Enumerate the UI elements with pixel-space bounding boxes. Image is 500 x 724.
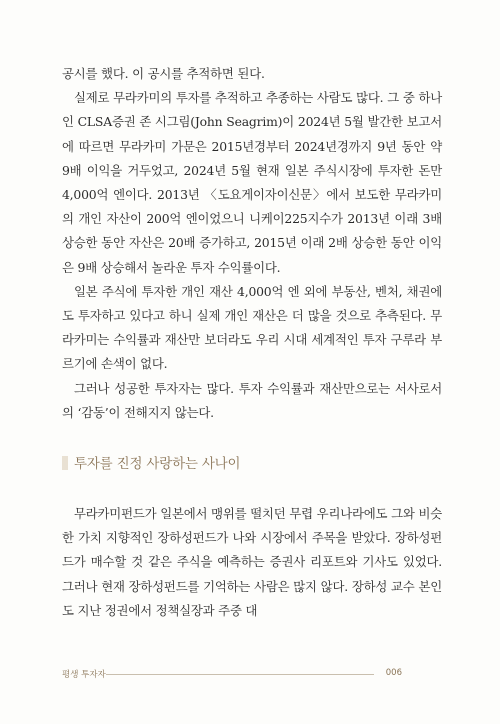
heading-bar-icon — [62, 456, 68, 470]
body-text — [62, 62, 442, 425]
section-heading-text: 투자를 진정 사랑하는 사나이 — [74, 456, 241, 472]
footer-book-title: 평생 투자자 — [62, 670, 106, 680]
page-footer — [62, 668, 402, 684]
paragraph: 공시를 했다. 이 공시를 추적하면 된다. — [62, 66, 265, 81]
page-number: 006 — [385, 668, 402, 678]
paragraph: 무라카미펀드가 일본에서 맹위를 떨치던 무렵 우리나라에도 그와 비슷한 가치 지향적인 장하성펀드가 나와 시장에서 주목을 받았다. 장하성펀드가 매수할 것 같은 주식을 예측하는 증권사 리포트와 기사도 있었다. 그러나 현재 장하성펀드를 기억하는 사람은 많지 않다. 장하성 교수 본인도 지난 정권에서 정책실장과 주중 대 — [62, 506, 442, 618]
footer-divider — [106, 674, 374, 675]
paragraph: 일본 주식에 투자한 개인 재산 4,000억 엔 외에 부동산, 벤처, 채권에도 투자하고 있다고 하니 실제 개인 재산은 더 많을 것으로 추측된다. 무라카미는 수익률과 재산만 보더라도 우리 시대 세계적인 투자 구루라 부르기에 손색이 없다. — [62, 283, 442, 372]
section-heading — [62, 452, 442, 472]
paragraph: 실제로 무라카미의 투자를 추적하고 추종하는 사람도 많다. 그 중 하나인 CLSA증권 존 시그림(John Seagrim)이 2024년 5월 발간한 보고서에 따르면 무라카미 가문은 2015년경부터 2024년경까지 9년 동안 약 9배 이익을 거두었고, 2024년 5월 현재 일본 주식시장에 투자한 돈만 4,000억 엔이다. 2013년 〈도요게이자이신문〉에서 보도한 무라카미의 개인 자산이 200억 엔이었으니 니케이225지수가 2013년 이래 3배 상승한 동안 자산은 20배 증가하고, 2015년 이래 2배 상승한 동안 이익은 9배 상승해서 놀라운 투자 수익률이다. — [62, 90, 442, 275]
paragraph: 그러나 성공한 투자자는 많다. 투자 수익률과 재산만으로는 서사로서의 ‘감동’이 전해지지 않는다. — [62, 380, 442, 420]
section-body — [62, 502, 442, 623]
